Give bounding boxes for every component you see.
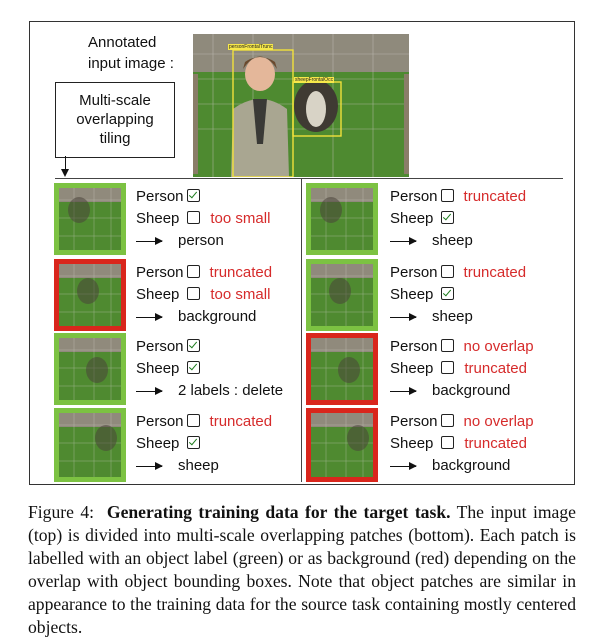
sheep-line: [136, 435, 210, 453]
patch-scene: [59, 188, 121, 250]
sheep-line: [390, 286, 464, 304]
person-note: truncated: [463, 264, 527, 281]
sheep-bbox-tag: sheepFrontalOcc: [295, 77, 334, 83]
patch-result: sheep: [432, 232, 473, 249]
person-line: [390, 338, 534, 356]
patch-image: [306, 259, 378, 331]
right-arrow-icon: [390, 466, 416, 467]
checkbox-checked-icon: [187, 436, 200, 449]
patch-image: [54, 259, 126, 331]
person-note: truncated: [209, 264, 273, 281]
sheep-line: [136, 210, 270, 228]
checkbox-empty-icon: [187, 265, 200, 278]
person-label: Person: [136, 338, 184, 355]
person-line: [136, 413, 272, 431]
right-arrow-icon: [390, 241, 416, 242]
person-bbox-tag: personFrontalTrunc: [229, 44, 273, 50]
checkbox-empty-icon: [187, 287, 200, 300]
sheep-line: [390, 360, 527, 378]
sheep-line: [136, 286, 270, 304]
sheep-label: Sheep: [136, 435, 180, 452]
vertical-divider: [301, 178, 302, 482]
person-label: Person: [136, 264, 184, 281]
checkbox-empty-icon: [187, 211, 200, 224]
right-arrow-icon: [136, 466, 162, 467]
person-label: Person: [136, 188, 184, 205]
checkbox-checked-icon: [441, 211, 454, 224]
caption-body: The input image (top) is divided into multi-scale overlapping patches (bottom). Each patch is labelled with an object label (green) or as background (red) depending on the overlap with object bounding boxes. Note that object patches are similar in appearance to the training data for the source task containing mostly centered objects.: [28, 502, 576, 637]
input-image: [193, 34, 409, 177]
tiling-note-line3: tiling: [99, 130, 131, 147]
person-note: truncated: [209, 413, 273, 430]
sheep-label: Sheep: [136, 210, 180, 227]
annotated-label-line2: input image :: [88, 55, 174, 72]
patch-result: person: [178, 232, 224, 249]
patch-scene: [311, 413, 373, 477]
right-arrow-icon: [390, 317, 416, 318]
checkbox-empty-icon: [187, 414, 200, 427]
patch-scene: [311, 264, 373, 326]
right-arrow-icon: [390, 391, 416, 392]
patch-result: sheep: [432, 308, 473, 325]
patch-scene: [311, 188, 373, 250]
person-label: Person: [136, 413, 184, 430]
patch-result: sheep: [178, 457, 219, 474]
patch-result: background: [432, 457, 511, 474]
checkbox-empty-icon: [441, 414, 454, 427]
sheep-line: [390, 435, 527, 453]
patch-image: [54, 333, 126, 405]
sheep-line: [390, 210, 464, 228]
sheep-line: [136, 360, 210, 378]
horizontal-divider: [55, 178, 563, 179]
sheep-label: Sheep: [390, 360, 434, 377]
patch-scene: [59, 338, 121, 400]
tiling-note-box: [55, 82, 175, 158]
patch-image: [306, 183, 378, 255]
patch-scene: [59, 264, 121, 326]
person-label: Person: [390, 264, 438, 281]
figure-caption: [28, 501, 576, 639]
sheep-label: Sheep: [390, 435, 434, 452]
patch-image: [54, 408, 126, 482]
patch-result: background: [178, 308, 257, 325]
sheep-note: truncated: [464, 360, 527, 377]
checkbox-empty-icon: [441, 265, 454, 278]
caption-bold: Generating training data for the target task.: [106, 502, 451, 522]
right-arrow-icon: [136, 391, 162, 392]
sheep-label: Sheep: [136, 360, 180, 377]
person-line: [136, 188, 210, 206]
sheep-label: Sheep: [136, 286, 180, 303]
person-line: [136, 338, 210, 356]
person-line: [390, 188, 526, 206]
annotated-label-line1: Annotated: [88, 34, 157, 51]
patch-scene: [59, 413, 121, 477]
patch-scene: [311, 338, 373, 400]
checkbox-checked-icon: [187, 339, 200, 352]
patch-result: 2 labels : delete: [178, 382, 284, 399]
caption-prefix: Figure 4:: [28, 502, 95, 522]
down-arrow-icon: [61, 169, 69, 177]
patch-result: background: [432, 382, 511, 399]
checkbox-empty-icon: [441, 189, 454, 202]
person-note: no overlap: [463, 338, 534, 355]
patch-image: [306, 408, 378, 482]
tiling-note-line1: Multi-scale: [79, 92, 151, 109]
person-label: Person: [390, 338, 438, 355]
tiling-arrow-shaft: [65, 156, 66, 169]
checkbox-checked-icon: [441, 287, 454, 300]
sheep-note: truncated: [464, 435, 527, 452]
person-note: truncated: [463, 188, 527, 205]
checkbox-checked-icon: [187, 189, 200, 202]
sheep-note: too small: [210, 286, 271, 303]
person-label: Person: [390, 413, 438, 430]
right-arrow-icon: [136, 241, 162, 242]
patch-image: [306, 333, 378, 405]
sheep-label: Sheep: [390, 286, 434, 303]
sheep-label: Sheep: [390, 210, 434, 227]
sheep-note: too small: [210, 210, 271, 227]
person-note: no overlap: [463, 413, 534, 430]
tiling-note-line2: overlapping: [76, 111, 154, 128]
checkbox-empty-icon: [441, 361, 454, 374]
checkbox-checked-icon: [187, 361, 200, 374]
person-line: [390, 413, 534, 431]
person-label: Person: [390, 188, 438, 205]
right-arrow-icon: [136, 317, 162, 318]
person-line: [390, 264, 526, 282]
input-image-scene: [193, 34, 409, 177]
patch-image: [54, 183, 126, 255]
person-line: [136, 264, 272, 282]
checkbox-empty-icon: [441, 436, 454, 449]
checkbox-empty-icon: [441, 339, 454, 352]
